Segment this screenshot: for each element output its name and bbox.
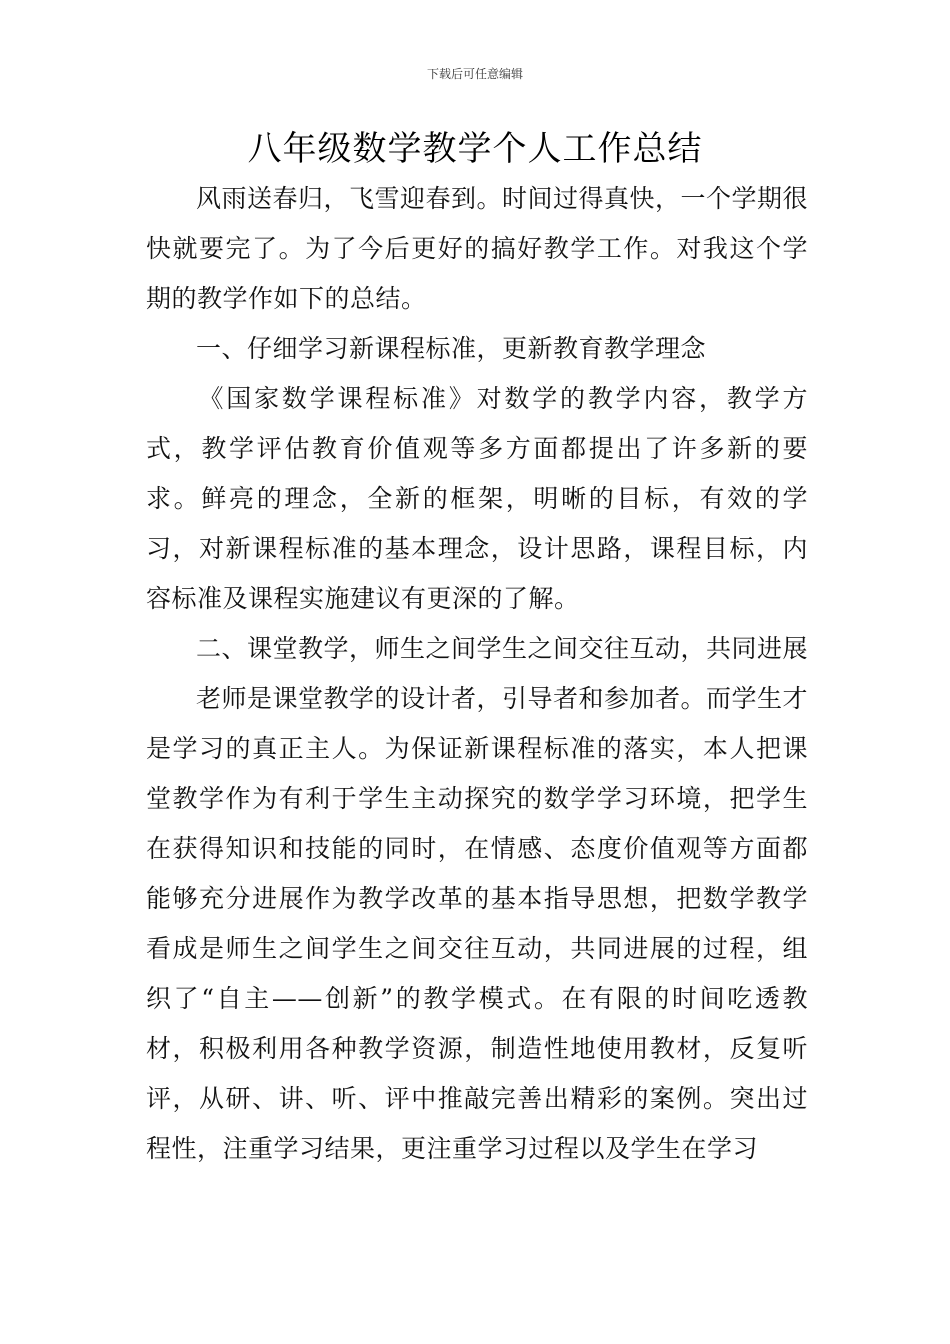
- header-note: 下载后可任意编辑: [426, 67, 523, 81]
- section-heading-1: 一、仔细学习新课程标准，更新教育教学理念: [196, 334, 707, 363]
- intro-paragraph: 风雨送春归，飞雪迎春到。时间过得真快，一个学期很快就要完了。为了今后更好的搞好教学工作。对我这个学期的教学作如下的总结。: [146, 184, 809, 313]
- section-1-paragraph: 《国家数学课程标准》对数学的教学内容，教学方式，教学评估教育价值观等多方面都提出了许多新的要求。鲜亮的理念，全新的框架，明晰的目标，有效的学习，对新课程标准的基本理念，设计思路，课程目标，内容标准及课程实施建议有更深的了解。: [146, 384, 808, 613]
- document-body: [146, 174, 808, 1174]
- section-heading-2: 二、课堂教学，师生之间学生之间交往互动，共同进展: [196, 634, 809, 663]
- section-2-paragraph: 老师是课堂教学的设计者，引导者和参加者。而学生才是学习的真正主人。为保证新课程标准的落实，本人把课堂教学作为有利于学生主动探究的数学学习环境，把学生在获得知识和技能的同时，在情感、态度价值观等方面都能够充分进展作为教学改革的基本指导思想，把数学教学看成是师生之间学生之间交往互动，共同进展的过程，组织了“自主——创新”的教学模式。在有限的时间吃透教材，积极利用各种教学资源，制造性地使用教材，反复听评，从研、讲、听、评中推敲完善出精彩的案例。突出过程性，注重学习结果，更注重学习过程以及学生在学习: [146, 684, 809, 1163]
- document-title: 八年级数学教学个人工作总结: [247, 129, 703, 169]
